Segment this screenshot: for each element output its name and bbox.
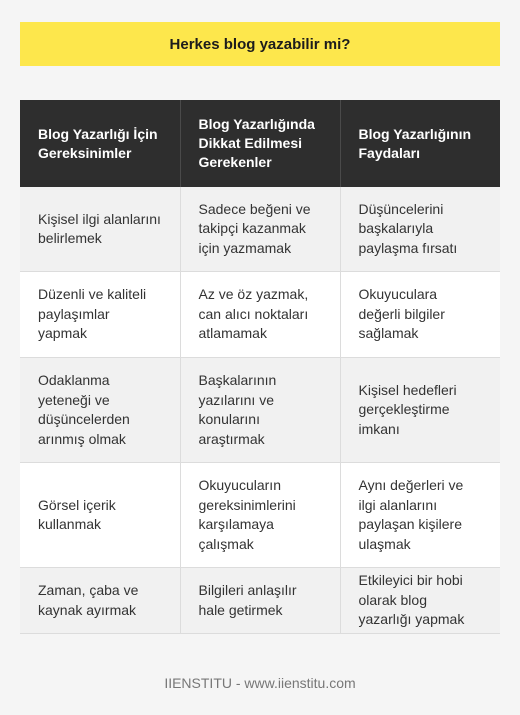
column-header: Blog Yazarlığında Dikkat Edilmesi Gerekenler (180, 100, 340, 187)
column-header: Blog Yazarlığı İçin Gereksinimler (20, 100, 180, 187)
page-title: Herkes blog yazabilir mi? (169, 35, 351, 53)
table-cell: Etkileyici bir hobi olarak blog yazarlığı yapmak (340, 568, 500, 634)
table-row (20, 463, 500, 568)
table-cell: Aynı değerleri ve ilgi alanlarını paylaşan kişilere ulaşmak (340, 463, 500, 568)
table-cell: Okuyucuların gereksinimlerini karşılamaya çalışmak (180, 463, 340, 568)
column-header: Blog Yazarlığının Faydaları (340, 100, 500, 187)
table-cell: Az ve öz yazmak, can alıcı noktaları atlamamak (180, 272, 340, 358)
table-header-row (20, 100, 500, 187)
table-cell: Okuyuculara değerli bilgiler sağlamak (340, 272, 500, 358)
footer-credit: IIENSTITU - www.iienstitu.com (164, 675, 356, 691)
comparison-table (20, 100, 500, 634)
table-cell: Başkalarının yazılarını ve konularını araştırmak (180, 358, 340, 463)
table-cell: Düzenli ve kaliteli paylaşımlar yapmak (20, 272, 180, 358)
table-cell: Kişisel hedefleri gerçekleştirme imkanı (340, 358, 500, 463)
table-cell: Bilgileri anlaşılır hale getirmek (180, 568, 340, 634)
table-cell: Düşüncelerini başkalarıyla paylaşma fırsatı (340, 187, 500, 272)
table-row (20, 272, 500, 358)
table-cell: Kişisel ilgi alanlarını belirlemek (20, 187, 180, 272)
table-row (20, 187, 500, 272)
table-row (20, 568, 500, 634)
table-row (20, 358, 500, 463)
table-cell: Görsel içerik kullanmak (20, 463, 180, 568)
table-cell: Odaklanma yeteneği ve düşüncelerden arınmış olmak (20, 358, 180, 463)
table-cell: Sadece beğeni ve takipçi kazanmak için yazmamak (180, 187, 340, 272)
title-banner (20, 22, 500, 66)
table-cell: Zaman, çaba ve kaynak ayırmak (20, 568, 180, 634)
